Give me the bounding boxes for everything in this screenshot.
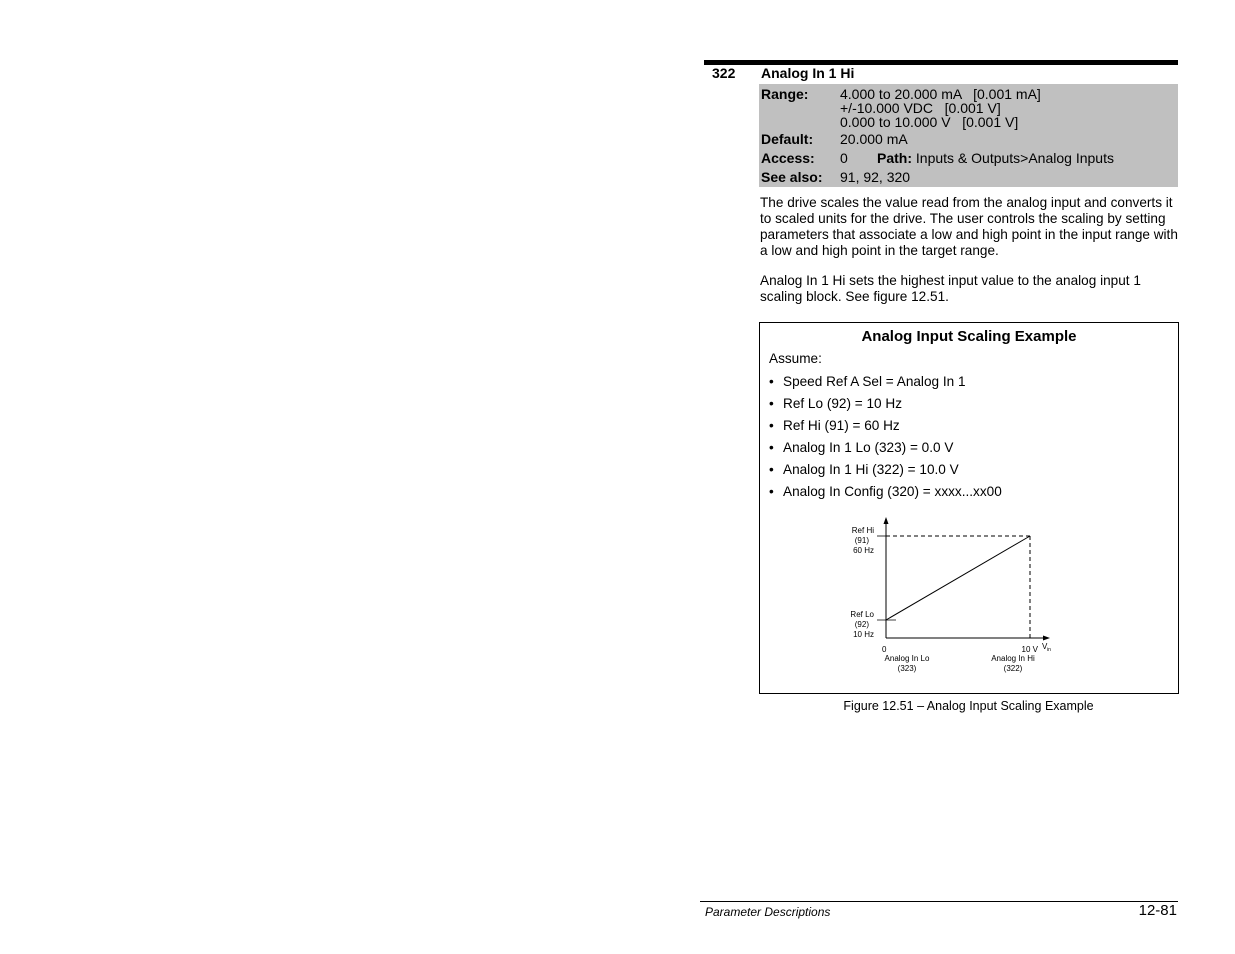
analog-lo-label: Analog In Lo [884, 654, 930, 663]
ref-hi-label: Ref Hi [851, 526, 874, 535]
x-axis-arrow-icon [1043, 636, 1050, 641]
v-label: V [1042, 642, 1048, 651]
v-subscript: in [1047, 647, 1051, 653]
y-axis-arrow-icon [884, 517, 889, 524]
list-item: • Speed Ref A Sel = Analog In 1 [769, 374, 966, 389]
bullet-icon: • [769, 374, 774, 389]
page-number: 12-81 [1138, 902, 1177, 919]
ref-hi-param: (91) [854, 536, 869, 545]
parameter-info-box [759, 84, 1178, 187]
path-label: Path: [877, 150, 912, 166]
ref-lo-label: Ref Lo [850, 610, 874, 619]
description-paragraph: The drive scales the value read from the analog input and converts it to scaled units for the drive. The user controls the scaling by setting parameters that associate a low and high point in the input range with a low and high point in the target range. [760, 195, 1178, 258]
access-label: Access: [761, 150, 815, 166]
description-paragraph: Analog In 1 Hi sets the highest input value to the analog input 1 scaling block. See figure 12.51. [760, 273, 1141, 304]
parameter-name: Analog In 1 Hi [761, 65, 855, 81]
see-also-value: 91, 92, 320 [840, 169, 911, 185]
bullet-icon: • [769, 418, 774, 433]
x-ten-label: 10 V [1021, 645, 1038, 654]
list-item: • Analog In 1 Hi (322) = 10.0 V [769, 462, 959, 477]
ref-hi-value: 60 Hz [853, 546, 874, 555]
list-item: • Analog In 1 Lo (323) = 0.0 V [769, 440, 954, 455]
path-value: Inputs & Outputs>Analog Inputs [915, 150, 1114, 166]
bullet-icon: • [769, 440, 774, 455]
x-zero-label: 0 [882, 645, 887, 654]
default-value: 20.000 mA [840, 131, 908, 147]
scaling-line [886, 536, 1030, 620]
list-item: • Ref Lo (92) = 10 Hz [769, 396, 903, 411]
default-label: Default: [761, 131, 814, 147]
footer-section: Parameter Descriptions [705, 905, 831, 919]
figure-caption: Figure 12.51 – Analog Input Scaling Example [843, 699, 1094, 713]
ref-lo-value: 10 Hz [853, 630, 874, 639]
scaling-example-box [759, 322, 1179, 694]
path-field [877, 151, 1114, 165]
ref-lo-param: (92) [854, 620, 869, 629]
parameter-number: 322 [712, 65, 736, 81]
bullet-icon: • [769, 462, 774, 477]
range-line: 4.000 to 20.000 mA [0.001 mA] [840, 86, 1041, 102]
example-title: Analog Input Scaling Example [861, 328, 1077, 345]
assumption-list [769, 373, 1002, 505]
scaling-graph [842, 513, 1062, 683]
bullet-icon: • [769, 396, 774, 411]
example-assume: Assume: [769, 351, 822, 366]
range-label: Range: [761, 86, 809, 102]
see-also-label: See also: [761, 169, 823, 185]
bullet-icon: • [769, 484, 774, 499]
analog-lo-param: (323) [897, 664, 917, 673]
list-item: • Ref Hi (91) = 60 Hz [769, 418, 900, 433]
range-line: +/-10.000 VDC [0.001 V] [840, 100, 1001, 116]
access-value: 0 [840, 150, 848, 166]
analog-hi-param: (322) [1003, 664, 1023, 673]
list-item: • Analog In Config (320) = xxxx...xx00 [769, 484, 1002, 499]
range-line: 0.000 to 10.000 V [0.001 V] [840, 114, 1019, 130]
analog-hi-label: Analog In Hi [991, 654, 1035, 663]
range-values [840, 87, 1041, 129]
